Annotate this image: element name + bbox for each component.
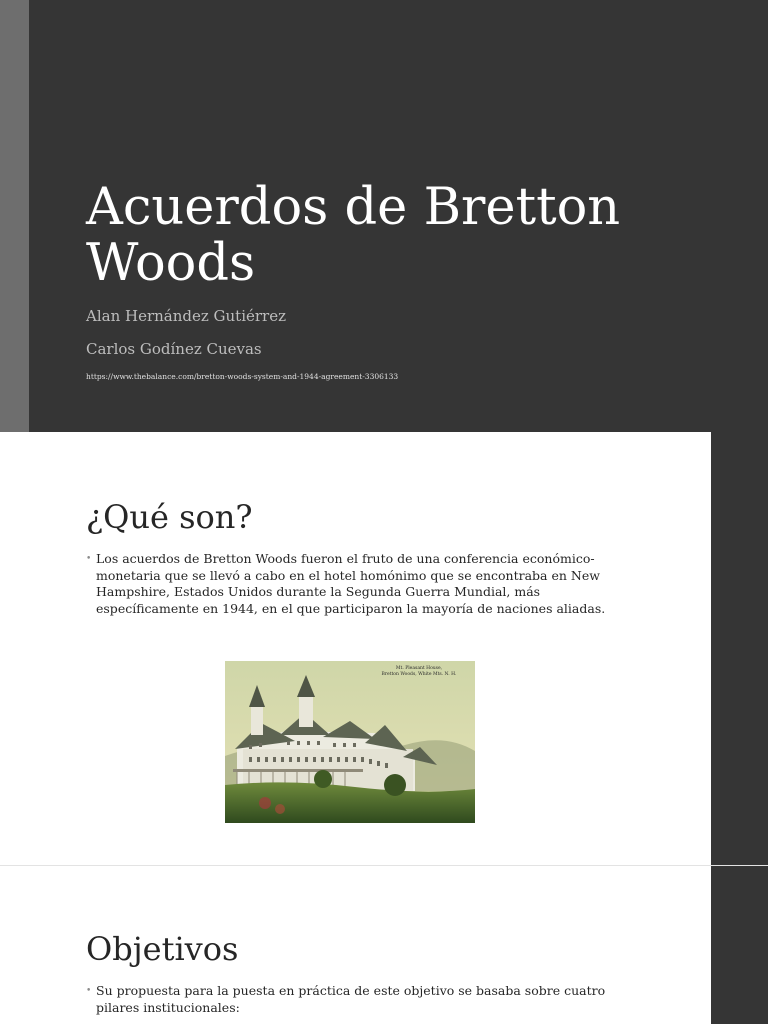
title-slide [0, 0, 768, 432]
hotel-postcard-image [225, 661, 475, 823]
slide-accent-bar [0, 0, 29, 432]
author-2: Carlos Godínez Cuevas [86, 340, 262, 358]
slide-side-bar [711, 432, 768, 865]
slide-heading: ¿Qué son? [86, 498, 253, 536]
author-1: Alan Hernández Gutiérrez [86, 307, 287, 325]
bullet-item: • Su propuesta para la puesta en práctica de este objetivo se basaba sobre cuatro pilares institucionales: [86, 983, 616, 1016]
bullet-item: • Los acuerdos de Bretton Woods fueron el fruto de una conferencia económico-monetaria que se llevó a cabo en el hotel homónimo que se encontraba en New Hampshire, Estados Unidos durante la Segunda Guerra Mundial, más específicamente en 1944, en el que participaron la mayoría de naciones aliadas. [86, 551, 616, 617]
slide-objetivos [0, 866, 768, 1024]
bullet-list [86, 551, 616, 617]
postcard-caption: Mt. Pleasant House, Bretton Woods, White Mts. N. H. [381, 666, 457, 677]
bullet-list [86, 983, 616, 1016]
slide-side-bar [711, 866, 768, 1024]
presentation-title: Acuerdos de Bretton Woods [86, 178, 621, 293]
slide-heading: Objetivos [86, 930, 239, 968]
source-link[interactable]: https://www.thebalance.com/bretton-woods-system-and-1944-agreement-3306133 [86, 372, 399, 381]
slide-que-son [0, 432, 768, 865]
hotel-illustration [225, 661, 475, 823]
